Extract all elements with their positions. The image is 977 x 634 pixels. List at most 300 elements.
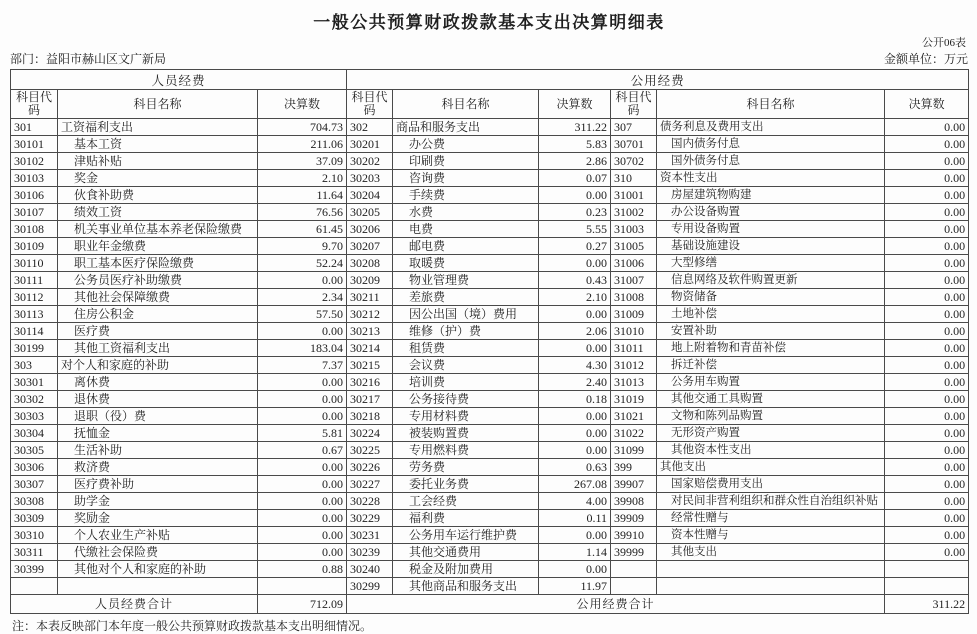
subject-name-cell: 职业年金缴费: [58, 238, 258, 255]
final-amount-cell: 5.81: [258, 425, 347, 442]
col-header-name: 科目名称: [657, 90, 885, 119]
subject-code-cell: 31002: [611, 204, 657, 221]
subject-code-cell: 31019: [611, 391, 657, 408]
final-amount-cell: 0.43: [539, 272, 611, 289]
public-total-value: 311.22: [885, 595, 969, 614]
final-amount-cell: 0.00: [885, 187, 969, 204]
subject-code-cell: 30199: [11, 340, 58, 357]
final-amount-cell: 0.00: [885, 408, 969, 425]
final-amount-cell: 0.00: [885, 374, 969, 391]
subject-code-cell: 30302: [11, 391, 58, 408]
subject-name-cell: 公务用车运行维护费: [393, 527, 539, 544]
subject-name-cell: 专用设备购置: [657, 221, 885, 238]
subject-code-cell: 30399: [11, 561, 58, 578]
final-amount-cell: 11.97: [539, 578, 611, 595]
final-amount-cell: 2.10: [258, 170, 347, 187]
subject-name-cell: 电费: [393, 221, 539, 238]
subject-code-cell: 30303: [11, 408, 58, 425]
subject-name-cell: 国内债务付息: [657, 136, 885, 153]
final-amount-cell: 5.83: [539, 136, 611, 153]
department-label: 部门：益阳市赫山区文广新局: [10, 52, 167, 66]
subject-code-cell: 30227: [347, 476, 393, 493]
subject-name-cell: 基本工资: [58, 136, 258, 153]
subject-name-cell: 机关事业单位基本养老保险缴费: [58, 221, 258, 238]
subject-name-cell: [657, 578, 885, 595]
subject-name-cell: 抚恤金: [58, 425, 258, 442]
subject-code-cell: 30201: [347, 136, 393, 153]
final-amount-cell: 0.11: [539, 510, 611, 527]
subject-name-cell: 退职（役）费: [58, 408, 258, 425]
final-amount-cell: 7.37: [258, 357, 347, 374]
subject-code-cell: 301: [11, 119, 58, 136]
final-amount-cell: 0.27: [539, 238, 611, 255]
table-row: [11, 221, 969, 238]
meta-row: [10, 51, 968, 67]
subject-name-cell: 个人农业生产补贴: [58, 527, 258, 544]
subject-code-cell: 302: [347, 119, 393, 136]
table-row: [11, 510, 969, 527]
subject-name-cell: 文物和陈列品购置: [657, 408, 885, 425]
subject-name-cell: 奖励金: [58, 510, 258, 527]
final-amount-cell: 0.00: [539, 187, 611, 204]
subject-code-cell: 30702: [611, 153, 657, 170]
table-row: [11, 187, 969, 204]
subject-code-cell: 39908: [611, 493, 657, 510]
subject-name-cell: 生活补助: [58, 442, 258, 459]
final-amount-cell: 0.00: [258, 510, 347, 527]
subject-name-cell: 委托业务费: [393, 476, 539, 493]
subject-code-cell: 30101: [11, 136, 58, 153]
subject-code-cell: 30110: [11, 255, 58, 272]
table-row: [11, 442, 969, 459]
subject-name-cell: 助学金: [58, 493, 258, 510]
final-amount-cell: 1.14: [539, 544, 611, 561]
final-amount-cell: 0.00: [258, 527, 347, 544]
total-row: [11, 595, 969, 614]
subject-name-cell: 取暖费: [393, 255, 539, 272]
subject-name-cell: 其他工资福利支出: [58, 340, 258, 357]
subject-code-cell: 30226: [347, 459, 393, 476]
subject-name-cell: 会议费: [393, 357, 539, 374]
subject-code-cell: 30308: [11, 493, 58, 510]
subject-code-cell: [611, 561, 657, 578]
final-amount-cell: 0.00: [885, 136, 969, 153]
subject-name-cell: [657, 561, 885, 578]
subject-name-cell: 物资储备: [657, 289, 885, 306]
subject-code-cell: 30214: [347, 340, 393, 357]
table-row: [11, 527, 969, 544]
subject-name-cell: 其他交通费用: [393, 544, 539, 561]
subject-code-cell: 30211: [347, 289, 393, 306]
table-row: [11, 544, 969, 561]
subject-code-cell: 39909: [611, 510, 657, 527]
final-amount-cell: 0.00: [539, 442, 611, 459]
final-amount-cell: 0.00: [885, 323, 969, 340]
subject-name-cell: 职工基本医疗保险缴费: [58, 255, 258, 272]
final-amount-cell: 76.56: [258, 204, 347, 221]
final-amount-cell: 0.00: [885, 476, 969, 493]
subject-name-cell: 公务员医疗补助缴费: [58, 272, 258, 289]
final-amount-cell: 0.00: [258, 408, 347, 425]
col-header-value: 决算数: [885, 90, 969, 119]
final-amount-cell: 0.00: [258, 459, 347, 476]
subject-code-cell: 31099: [611, 442, 657, 459]
subject-name-cell: 劳务费: [393, 459, 539, 476]
subject-code-cell: 30213: [347, 323, 393, 340]
subject-code-cell: 399: [611, 459, 657, 476]
table-row: [11, 374, 969, 391]
subject-name-cell: 商品和服务支出: [393, 119, 539, 136]
subject-name-cell: 国家赔偿费用支出: [657, 476, 885, 493]
subject-code-cell: 30301: [11, 374, 58, 391]
final-amount-cell: 0.00: [885, 153, 969, 170]
subject-name-cell: 债务利息及费用支出: [657, 119, 885, 136]
subject-name-cell: 住房公积金: [58, 306, 258, 323]
subject-code-cell: 30209: [347, 272, 393, 289]
subject-code-cell: 30202: [347, 153, 393, 170]
subject-code-cell: 30225: [347, 442, 393, 459]
subject-name-cell: 水费: [393, 204, 539, 221]
table-row: [11, 323, 969, 340]
subject-code-cell: 30108: [11, 221, 58, 238]
final-amount-cell: 57.50: [258, 306, 347, 323]
final-amount-cell: 0.00: [258, 544, 347, 561]
subject-name-cell: 其他交通工具购置: [657, 391, 885, 408]
subject-name-cell: 其他支出: [657, 544, 885, 561]
subject-code-cell: 30111: [11, 272, 58, 289]
final-amount-cell: 0.88: [258, 561, 347, 578]
final-amount-cell: 2.06: [539, 323, 611, 340]
final-amount-cell: 61.45: [258, 221, 347, 238]
subject-code-cell: 30229: [347, 510, 393, 527]
final-amount-cell: 0.00: [885, 289, 969, 306]
subject-name-cell: 离休费: [58, 374, 258, 391]
subject-name-cell: 大型修缮: [657, 255, 885, 272]
subject-code-cell: 30109: [11, 238, 58, 255]
final-amount-cell: 183.04: [258, 340, 347, 357]
subject-name-cell: 公务接待费: [393, 391, 539, 408]
subject-code-cell: 307: [611, 119, 657, 136]
subject-code-cell: 31008: [611, 289, 657, 306]
subject-name-cell: 因公出国（境）费用: [393, 306, 539, 323]
subject-code-cell: 31012: [611, 357, 657, 374]
final-amount-cell: 211.06: [258, 136, 347, 153]
final-amount-cell: 267.08: [539, 476, 611, 493]
subject-name-cell: 专用燃料费: [393, 442, 539, 459]
table-row: [11, 238, 969, 255]
subject-code-cell: 30218: [347, 408, 393, 425]
subject-code-cell: 31006: [611, 255, 657, 272]
amount-unit-label: 金额单位：万元: [883, 52, 968, 66]
final-amount-cell: 52.24: [258, 255, 347, 272]
table-row: [11, 459, 969, 476]
subject-code-cell: 30207: [347, 238, 393, 255]
subject-code-cell: 30310: [11, 527, 58, 544]
final-amount-cell: 0.00: [539, 425, 611, 442]
table-code: 公开06表: [922, 37, 966, 49]
final-amount-cell: 0.00: [885, 255, 969, 272]
subject-code-cell: 303: [11, 357, 58, 374]
final-amount-cell: 5.55: [539, 221, 611, 238]
final-amount-cell: 0.00: [885, 119, 969, 136]
subject-name-cell: 绩效工资: [58, 204, 258, 221]
final-amount-cell: 0.18: [539, 391, 611, 408]
subject-code-cell: 31003: [611, 221, 657, 238]
col-header-name: 科目名称: [393, 90, 539, 119]
subject-name-cell: 福利费: [393, 510, 539, 527]
subject-name-cell: 资本性赠与: [657, 527, 885, 544]
subject-name-cell: 差旅费: [393, 289, 539, 306]
final-amount-cell: 11.64: [258, 187, 347, 204]
subject-name-cell: 维修（护）费: [393, 323, 539, 340]
subject-code-cell: 31009: [611, 306, 657, 323]
final-amount-cell: 0.00: [258, 323, 347, 340]
table-row: [11, 391, 969, 408]
subject-name-cell: 办公设备购置: [657, 204, 885, 221]
final-amount-cell: 0.00: [539, 527, 611, 544]
subject-code-cell: [11, 578, 58, 595]
final-amount-cell: [885, 561, 969, 578]
page-title: 一般公共预算财政拨款基本支出决算明细表: [313, 13, 665, 32]
subject-code-cell: 30304: [11, 425, 58, 442]
subject-code-cell: 31022: [611, 425, 657, 442]
subject-code-cell: 30299: [347, 578, 393, 595]
subject-code-cell: 30307: [11, 476, 58, 493]
final-amount-cell: 0.00: [885, 459, 969, 476]
subject-name-cell: 对民间非营利组织和群众性自治组织补贴: [657, 493, 885, 510]
subject-name-cell: 培训费: [393, 374, 539, 391]
subject-code-cell: 31013: [611, 374, 657, 391]
group-header-row: [11, 70, 969, 90]
final-amount-cell: 37.09: [258, 153, 347, 170]
column-header-row: [11, 90, 969, 119]
final-amount-cell: 0.00: [885, 442, 969, 459]
subject-name-cell: 伙食补助费: [58, 187, 258, 204]
table-row: [11, 136, 969, 153]
final-amount-cell: 0.67: [258, 442, 347, 459]
final-amount-cell: [258, 578, 347, 595]
subject-code-cell: 30204: [347, 187, 393, 204]
subject-name-cell: 工会经费: [393, 493, 539, 510]
final-amount-cell: 2.10: [539, 289, 611, 306]
subject-name-cell: 代缴社会保险费: [58, 544, 258, 561]
final-amount-cell: 2.34: [258, 289, 347, 306]
subject-code-cell: 30113: [11, 306, 58, 323]
final-amount-cell: 0.00: [885, 544, 969, 561]
final-amount-cell: 0.00: [539, 255, 611, 272]
subject-code-cell: 30306: [11, 459, 58, 476]
subject-name-cell: 手续费: [393, 187, 539, 204]
table-row: [11, 561, 969, 578]
col-header-name: 科目名称: [58, 90, 258, 119]
final-amount-cell: 0.00: [885, 510, 969, 527]
final-amount-cell: 2.86: [539, 153, 611, 170]
final-amount-cell: 0.00: [885, 272, 969, 289]
final-amount-cell: 0.00: [539, 306, 611, 323]
subject-code-cell: 39907: [611, 476, 657, 493]
subject-code-cell: 31010: [611, 323, 657, 340]
subject-code-cell: 30224: [347, 425, 393, 442]
table-row: [11, 578, 969, 595]
subject-code-cell: 310: [611, 170, 657, 187]
subject-code-cell: 30215: [347, 357, 393, 374]
final-amount-cell: 0.00: [539, 340, 611, 357]
subject-code-cell: 30309: [11, 510, 58, 527]
final-amount-cell: 0.00: [885, 221, 969, 238]
table-row: [11, 289, 969, 306]
table-row: [11, 476, 969, 493]
subject-code-cell: 30228: [347, 493, 393, 510]
subject-code-cell: 31021: [611, 408, 657, 425]
subject-code-cell: 31001: [611, 187, 657, 204]
table-row: [11, 272, 969, 289]
subject-name-cell: 其他对个人和家庭的补助: [58, 561, 258, 578]
table-row: [11, 493, 969, 510]
final-amount-cell: 0.00: [885, 204, 969, 221]
subject-name-cell: 税金及附加费用: [393, 561, 539, 578]
col-header-code: 科目代码: [611, 90, 657, 119]
table-row: [11, 255, 969, 272]
subject-code-cell: 30216: [347, 374, 393, 391]
subject-code-cell: 30203: [347, 170, 393, 187]
subject-code-cell: 31011: [611, 340, 657, 357]
final-amount-cell: 704.73: [258, 119, 347, 136]
subject-code-cell: 30103: [11, 170, 58, 187]
final-amount-cell: 0.00: [258, 272, 347, 289]
final-amount-cell: 0.00: [885, 170, 969, 187]
subject-code-cell: 30208: [347, 255, 393, 272]
subject-name-cell: 其他支出: [657, 459, 885, 476]
subject-code-cell: 31007: [611, 272, 657, 289]
subject-name-cell: 工资福利支出: [58, 119, 258, 136]
subject-code-cell: 30107: [11, 204, 58, 221]
table-row: [11, 408, 969, 425]
subject-code-cell: 30311: [11, 544, 58, 561]
subject-name-cell: 经常性赠与: [657, 510, 885, 527]
final-amount-cell: 0.00: [885, 527, 969, 544]
subject-code-cell: 30212: [347, 306, 393, 323]
col-header-code: 科目代码: [347, 90, 393, 119]
final-amount-cell: 311.22: [539, 119, 611, 136]
subject-name-cell: 资本性支出: [657, 170, 885, 187]
subject-code-cell: 30701: [611, 136, 657, 153]
subject-name-cell: 国外债务付息: [657, 153, 885, 170]
personnel-total-value: 712.09: [258, 595, 347, 614]
subject-code-cell: 30305: [11, 442, 58, 459]
personnel-total-label: 人员经费合计: [11, 595, 258, 614]
final-amount-cell: 0.00: [258, 374, 347, 391]
subject-name-cell: 其他商品和服务支出: [393, 578, 539, 595]
table-row: [11, 204, 969, 221]
final-amount-cell: 0.23: [539, 204, 611, 221]
subject-code-cell: 30114: [11, 323, 58, 340]
final-amount-cell: 0.00: [258, 493, 347, 510]
subject-name-cell: 租赁费: [393, 340, 539, 357]
col-header-value: 决算数: [539, 90, 611, 119]
subject-name-cell: 被装购置费: [393, 425, 539, 442]
col-header-value: 决算数: [258, 90, 347, 119]
final-amount-cell: 4.30: [539, 357, 611, 374]
subject-name-cell: 退休费: [58, 391, 258, 408]
subject-name-cell: 咨询费: [393, 170, 539, 187]
final-amount-cell: 0.63: [539, 459, 611, 476]
subject-code-cell: 30106: [11, 187, 58, 204]
subject-name-cell: 其他社会保障缴费: [58, 289, 258, 306]
subject-name-cell: 专用材料费: [393, 408, 539, 425]
subject-code-cell: 39910: [611, 527, 657, 544]
group-personnel-header: 人员经费: [11, 70, 347, 90]
final-amount-cell: [885, 578, 969, 595]
table-body: [11, 119, 969, 595]
subject-name-cell: 邮电费: [393, 238, 539, 255]
subject-name-cell: 救济费: [58, 459, 258, 476]
table-row: [11, 425, 969, 442]
subject-code-cell: 31005: [611, 238, 657, 255]
expenditure-table: [10, 69, 969, 614]
subject-code-cell: 30112: [11, 289, 58, 306]
subject-name-cell: 津贴补贴: [58, 153, 258, 170]
table-row: [11, 119, 969, 136]
public-total-label: 公用经费合计: [347, 595, 885, 614]
table-row: [11, 170, 969, 187]
subject-code-cell: 30239: [347, 544, 393, 561]
subject-name-cell: 医疗费补助: [58, 476, 258, 493]
final-amount-cell: 4.00: [539, 493, 611, 510]
subject-name-cell: 土地补偿: [657, 306, 885, 323]
subject-code-cell: 39999: [611, 544, 657, 561]
subject-name-cell: 办公费: [393, 136, 539, 153]
final-amount-cell: 0.00: [885, 357, 969, 374]
final-amount-cell: 0.00: [258, 391, 347, 408]
subject-name-cell: 对个人和家庭的补助: [58, 357, 258, 374]
subject-code-cell: 30217: [347, 391, 393, 408]
subject-code-cell: 30102: [11, 153, 58, 170]
subject-name-cell: 物业管理费: [393, 272, 539, 289]
subject-name-cell: 奖金: [58, 170, 258, 187]
table-row: [11, 153, 969, 170]
subject-name-cell: 信息网络及软件购置更新: [657, 272, 885, 289]
final-amount-cell: 9.70: [258, 238, 347, 255]
subject-code-cell: 30205: [347, 204, 393, 221]
final-amount-cell: 0.00: [885, 493, 969, 510]
subject-code-cell: [611, 578, 657, 595]
final-amount-cell: 0.07: [539, 170, 611, 187]
subject-name-cell: 地上附着物和青苗补偿: [657, 340, 885, 357]
subject-name-cell: 拆迁补偿: [657, 357, 885, 374]
subject-name-cell: 医疗费: [58, 323, 258, 340]
final-amount-cell: 2.40: [539, 374, 611, 391]
final-amount-cell: 0.00: [258, 476, 347, 493]
footnote: 注：本表反映部门本年度一般公共预算财政拨款基本支出明细情况。: [12, 619, 373, 633]
table-row: [11, 357, 969, 374]
table-row: [11, 340, 969, 357]
subject-name-cell: 其他资本性支出: [657, 442, 885, 459]
final-amount-cell: 0.00: [885, 425, 969, 442]
group-public-header: 公用经费: [347, 70, 969, 90]
final-amount-cell: 0.00: [539, 408, 611, 425]
final-amount-cell: 0.00: [539, 561, 611, 578]
final-amount-cell: 0.00: [885, 238, 969, 255]
subject-name-cell: [58, 578, 258, 595]
final-amount-cell: 0.00: [885, 340, 969, 357]
col-header-code: 科目代码: [11, 90, 58, 119]
subject-name-cell: 无形资产购置: [657, 425, 885, 442]
table-row: [11, 306, 969, 323]
subject-code-cell: 30231: [347, 527, 393, 544]
subject-code-cell: 30240: [347, 561, 393, 578]
subject-name-cell: 公务用车购置: [657, 374, 885, 391]
final-amount-cell: 0.00: [885, 391, 969, 408]
